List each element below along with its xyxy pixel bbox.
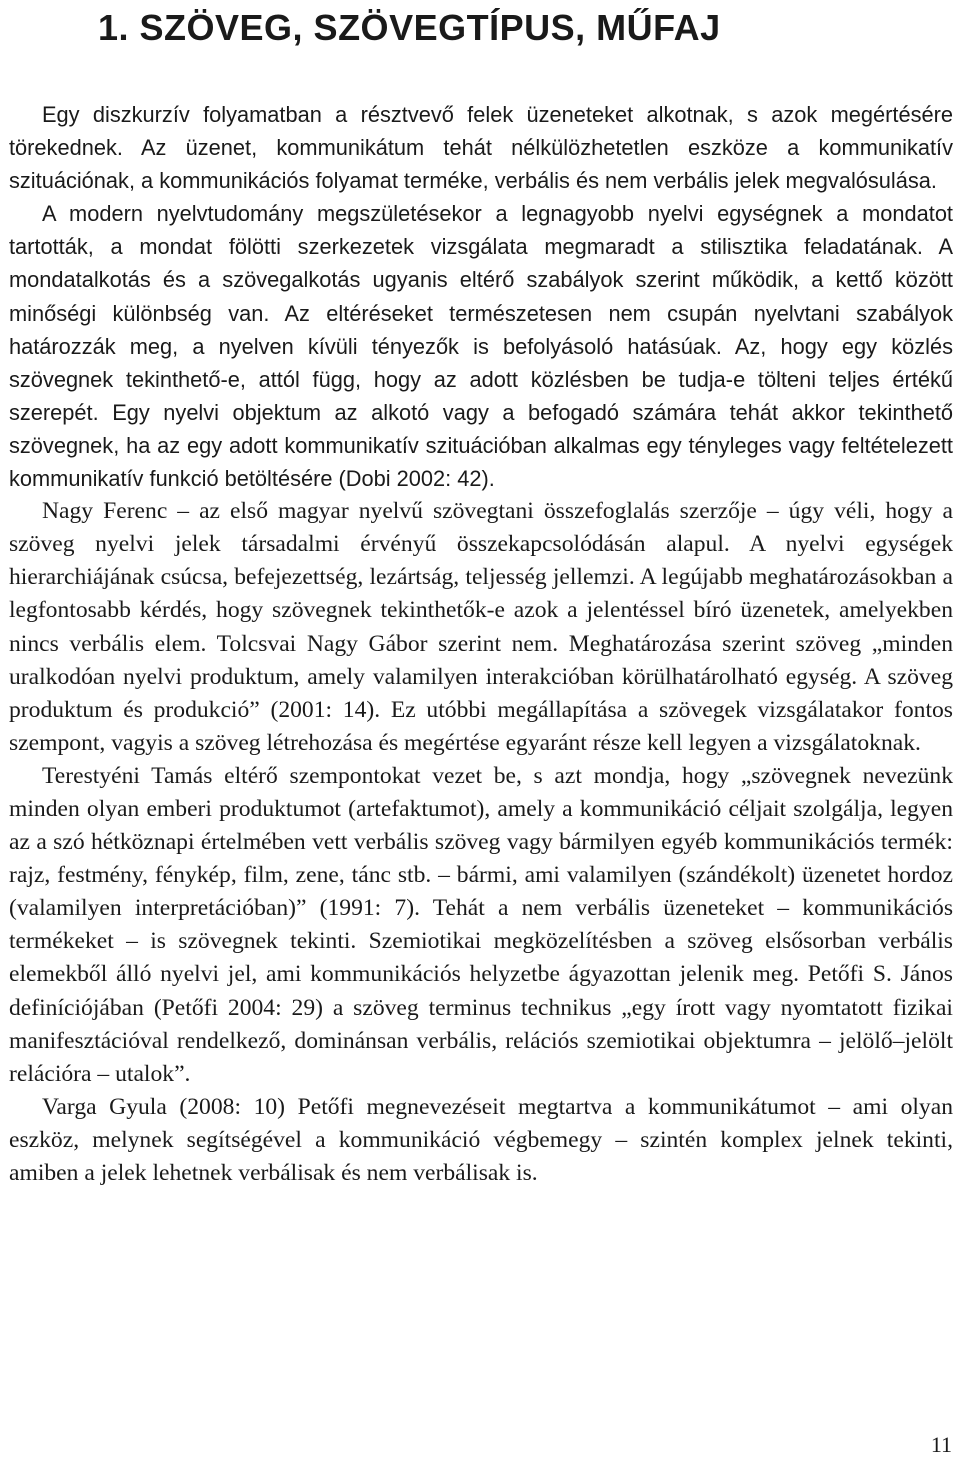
- paragraph-4: Terestyéni Tamás eltérő szempontokat vezet be, s azt mondja, hogy „szövegnek nevezünk minden olyan emberi produktumot (artefaktumot), amely a kommunikáció céljait szolgálja, legyen az a szó hétköznapi értelmében vett verbális szöveg vagy bármilyen egyéb kommunikációs termék: rajz, festmény, fénykép, film, zene, tánc stb. – bármi, ami valamilyen (szándékolt) üzenetet hordoz (valamilyen interpretációban)” (1991: 7). Tehát a nem verbális üzeneteket – kommunikációs termékeket – is szövegnek tekinti. Szemiotikai megközelítésben a szöveg elsősorban verbális elemekből álló nyelvi jel, ami kommunikációs helyzetbe ágyazottan jelenik meg. Petőfi S. János definíciójában (Petőfi 2004: 29) a szöveg terminus technikus „egy írott vagy nyomtatott fizikai manifesztációval rendelkező, dominánsan verbális, relációs szemiotikai objektumra – jelölő–jelölt relációra – utalok”.: [9, 762, 953, 1087]
- chapter-title: 1. SZÖVEG, SZÖVEGTÍPUS, MŰFAJ: [98, 7, 721, 48]
- paragraph-2: A modern nyelvtudomány megszületésekor a legnagyobb nyelvi egységnek a mondatot tartották, a mondat fölötti szerkezetek vizsgálata megmaradt a stilisztika feladatának. A mondatalkotás és a szövegalkotás ugyanis eltérő szabályok szerint működik, a kettő között minőségi különbség van. Az eltéréseket természetesen nem csupán nyelvtani szabályok határozzák meg, a nyelven kívüli tényezők is befolyásoló hatásúak. Az, hogy egy közlés szövegnek tekinthető-e, attól függ, hogy az adott közlésben be tudja-e tölteni teljes értékű szerepét. Egy nyelvi objektum az alkotó vagy a befogadó számára tehát akkor tekinthető szövegnek, ha az egy adott kommunikatív szituációban alkalmas egy tényleges vagy feltételezett kommunikatív funkció betöltésére (Dobi 2002: 42).: [9, 201, 953, 492]
- paragraph-5: Varga Gyula (2008: 10) Petőfi megnevezéseit megtartva a kommunikátumot – ami olyan eszköz, melynek segítségével a kommunikáció végbemegy – szintén komplex jelnek tekinti, amiben a jelek lehetnek verbálisak és nem verbálisak is.: [9, 1093, 953, 1186]
- body-text: [9, 98, 953, 1190]
- paragraph-1: Egy diszkurzív folyamatban a résztvevő felek üzeneteket alkotnak, s azok megértésére törekednek. Az üzenet, kommunikátum tehát nélkülözhetetlen eszköze a kommunikatív szituációnak, a kommunikációs folyamat terméke, verbális és nem verbális jelek megvalósulása.: [9, 102, 953, 194]
- paragraph-3: Nagy Ferenc – az első magyar nyelvű szövegtani összefoglalás szerzője – úgy véli, hogy a szöveg nyelvi jelek társadalmi érvényű összekapcsolódásán alapul. A nyelvi egységek hierarchiájának csúcsa, befejezettség, lezártság, teljesség jellemzi. A legújabb meghatározásokban a legfontosabb kérdés, hogy szövegnek tekinthetők-e azok a jelentéssel bíró üzenetek, amelyekben nincs verbális elem. Tolcsvai Nagy Gábor szerint nem. Meghatározása szerint szöveg „minden uralkodóan nyelvi produktum, amely valamilyen interakcióban körülhatárolható egység. A szöveg produktum és produkció” (2001: 14). Ez utóbbi megállapítása a szövegek vizsgálatakor fontos szempont, vagyis a szöveg létrehozása és megértése egyaránt része kell legyen a vizsgálatoknak.: [9, 498, 953, 756]
- page-number: 11: [930, 1432, 952, 1457]
